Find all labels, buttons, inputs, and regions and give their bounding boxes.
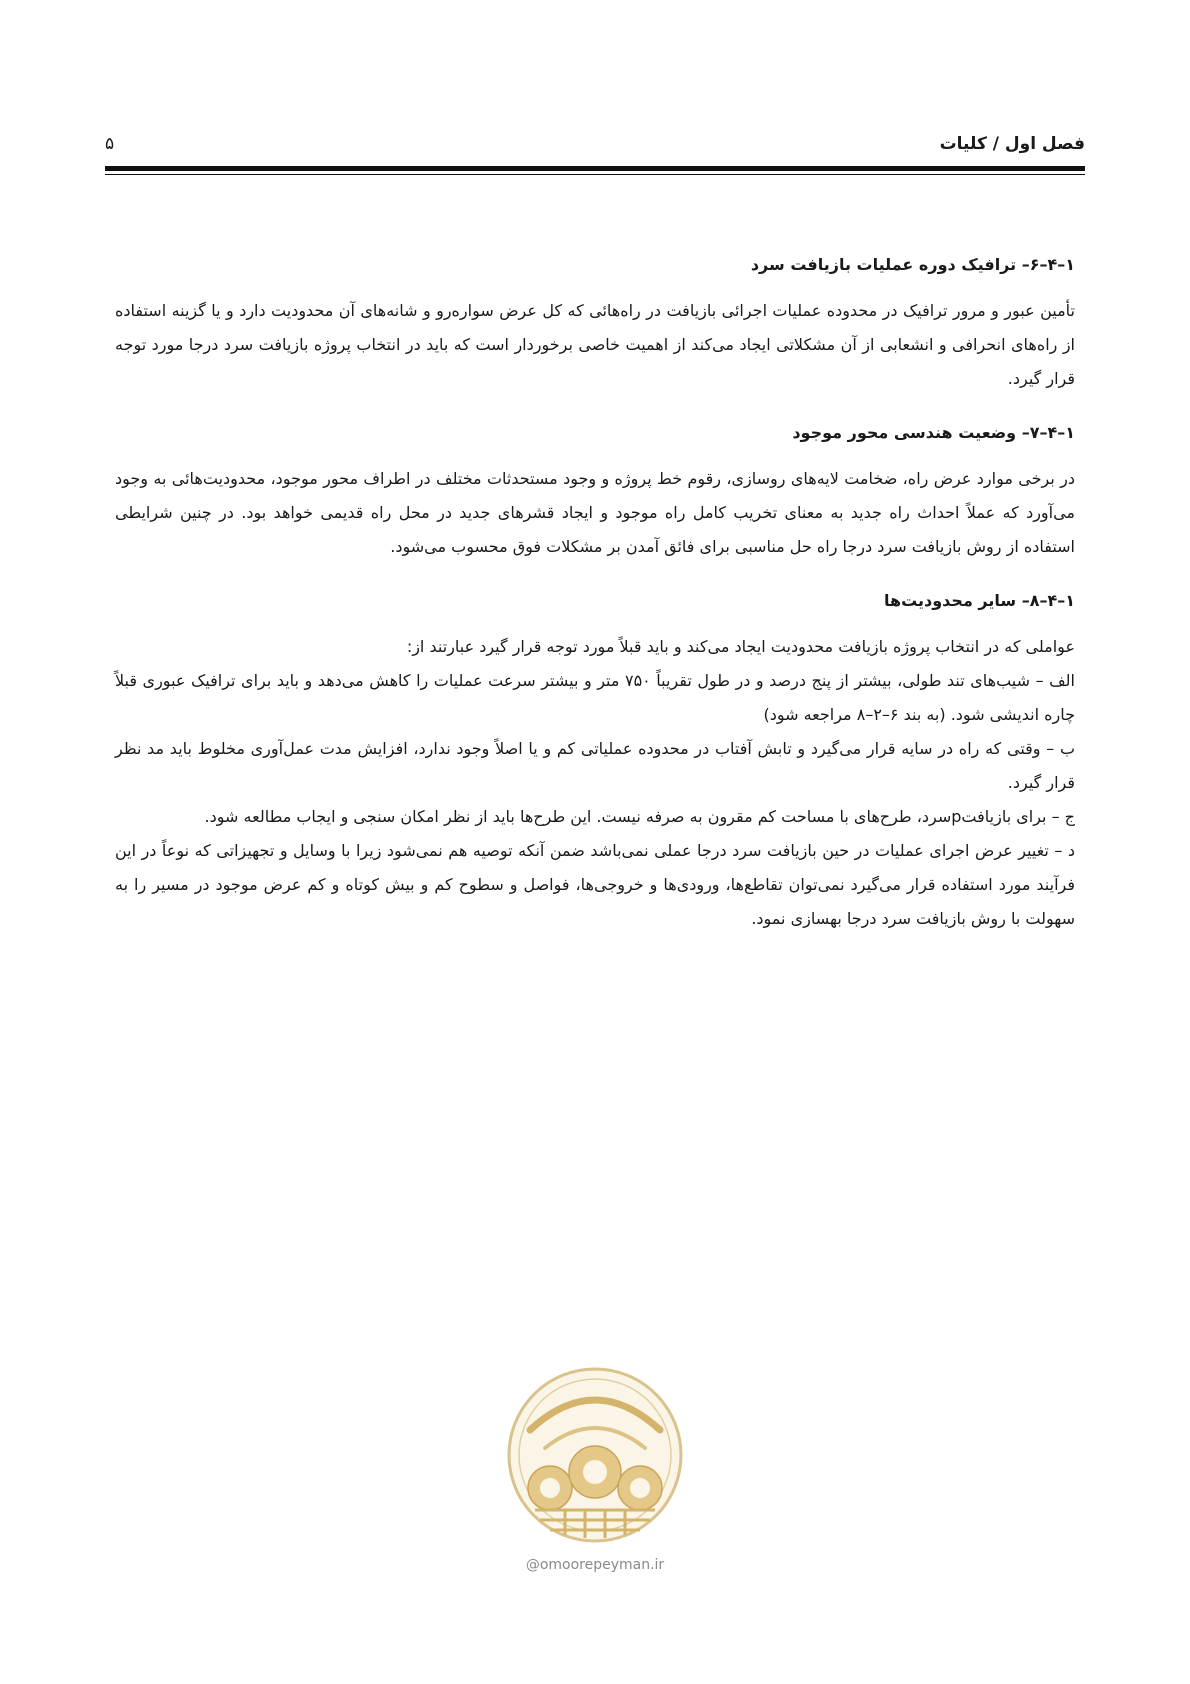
logo-emblem-icon — [490, 1360, 700, 1550]
section-heading-1: ۱–۴–۶– ترافیک دوره عملیات بازیافت سرد — [750, 255, 1075, 274]
header-rule-thick — [105, 166, 1085, 171]
section-heading-3: ۱–۴–۸– سایر محدودیت‌ها — [883, 591, 1075, 610]
page-header — [105, 128, 1085, 160]
section-paragraph-1: تأمین عبور و مرور ترافیک در محدوده عملیات اجرائی بازیافت در راه‌هائی که کل عرض سواره‌رو و شانه‌های آن محدودیت دارد و یا گزینه استفاده از راه‌های انحرافی و انشعابی از آن مشکلاتی ایجاد می‌کند از اهمیت خاصی برخوردار است که باید در انتخاب پروژه بازیافت سرد درجا مورد توجه قرار گیرد. — [115, 301, 1075, 388]
list-item-dal: د – تغییر عرض اجرای عملیات در حین بازیافت سرد درجا عملی نمی‌باشد ضمن آنکه توصیه هم نمی‌شود زیرا با وسایل و تجهیزاتی که نوعاً در این فرآیند مورد استفاده قرار می‌گیرد نمی‌توان تقاطع‌ها، ورودی‌ها و خروجی‌ها، فواصل و سطوح کم و بیش کوتاه و کم عرض موجود در مسیر را به سهولت با روش بازیافت سرد درجا بهسازی نمود. — [115, 841, 1075, 928]
section-intro-3: عواملی که در انتخاب پروژه بازیافت محدودیت ایجاد می‌کند و باید قبلاً مورد توجه قرار گیرد عبارتند از: — [406, 637, 1075, 656]
list-item-alef: الف – شیب‌های تند طولی، بیشتر از پنج درصد و در طول تقریباً ۷۵۰ متر و بیشتر سرعت عملیات را کاهش می‌دهد و باید برای ترافیک عبوری قبلاً چاره اندیشی شود. (به بند ۶–۲–۸ مراجعه شود) — [115, 671, 1075, 724]
chapter-title: فصل اول / کلیات — [939, 134, 1085, 154]
header-rule-thin — [105, 174, 1085, 175]
list-item-be: ب – وقتی که راه در سایه قرار می‌گیرد و تابش آفتاب در محدوده عملیاتی کم و یا اصلاً وجود ندارد، افزایش مدت عمل‌آوری مخلوط باید مد نظر قرار گیرد. — [115, 739, 1075, 792]
page-number: ۵ — [105, 134, 115, 154]
list-item-jim: ج – برای بازیافتpسرد، طرح‌های با مساحت کم مقرون به صرفه نیست. این طرح‌ها باید از نظر امکان سنجی و ایجاب مطالعه شود. — [204, 807, 1075, 826]
section-heading-2: ۱–۴–۷– وضعیت هندسی محور موجود — [792, 423, 1075, 442]
section-paragraph-2: در برخی موارد عرض راه، ضخامت لایه‌های روسازی، رقوم خط پروژه و وجود مستحدثات مختلف در اطراف محور موجود، محدودیت‌هائی به وجود می‌آورد که عملاً احداث راه جدید به معنای تخریب کامل راه موجود و ایجاد قشرهای جدید در محل راه قدیمی خواهد بود. در چنین شرایطی استفاده از روش بازیافت سرد درجا راه حل مناسبی برای فائق آمدن بر مشکلات فوق محسوب می‌شود. — [115, 469, 1075, 556]
body-content — [115, 250, 1075, 936]
publisher-logo — [490, 1360, 700, 1660]
logo-website: @omoorepeyman.ir — [525, 1557, 665, 1573]
